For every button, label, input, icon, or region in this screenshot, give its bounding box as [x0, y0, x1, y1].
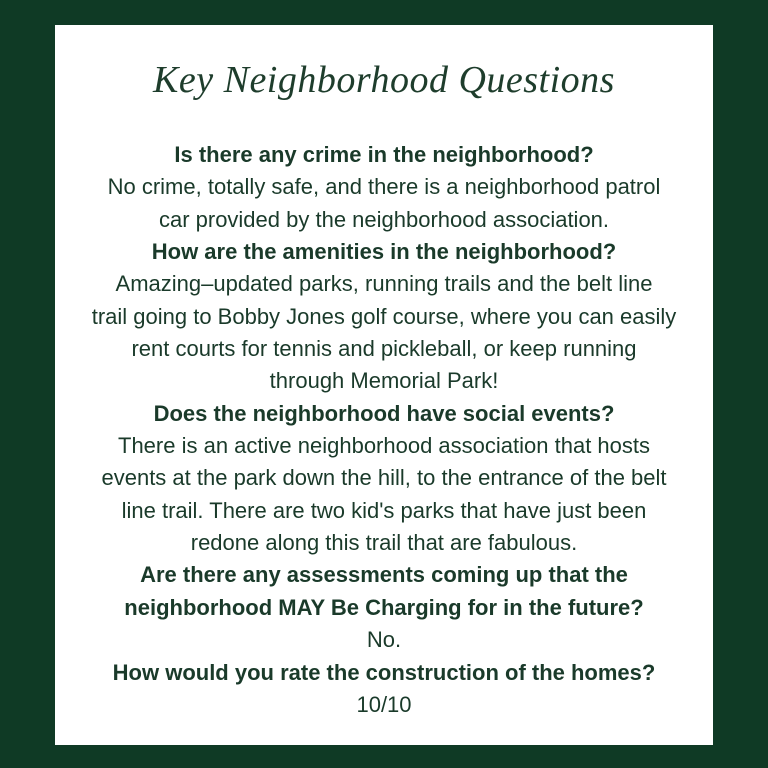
- answer-line: line trail. There are two kid's parks that have just been: [121, 497, 647, 523]
- answer-line: events at the park down the hill, to the entrance of the belt: [101, 465, 667, 491]
- question-line: How would you rate the construction of the homes?: [112, 659, 656, 685]
- answer-line: redone along this trail that are fabulous.: [190, 530, 578, 556]
- question-line: Are there any assessments coming up that the: [140, 562, 628, 588]
- question-line: Does the neighborhood have social events?: [153, 400, 615, 426]
- answer-line: Amazing–updated parks, running trails and the belt line: [115, 271, 653, 297]
- answer-line: No crime, totally safe, and there is a neighborhood patrol: [107, 174, 661, 200]
- answer-line: No.: [366, 627, 402, 653]
- question-line: neighborhood MAY Be Charging for in the future?: [124, 594, 644, 620]
- answer-line: There is an active neighborhood association that hosts: [118, 433, 650, 459]
- qa-block-crime: [55, 139, 713, 236]
- question-line: Is there any crime in the neighborhood?: [174, 142, 594, 167]
- question-line: How are the amenities in the neighborhood?: [151, 239, 617, 265]
- qa-block-amenities: [55, 236, 713, 398]
- content-card: [55, 25, 713, 745]
- qa-list: [55, 139, 713, 721]
- qa-block-social-events: [55, 398, 713, 560]
- answer-line: car provided by the neighborhood association.: [158, 206, 610, 232]
- answer-line: trail going to Bobby Jones golf course, where you can easily: [91, 303, 677, 329]
- answer-line: through Memorial Park!: [269, 368, 499, 394]
- qa-block-construction: [55, 657, 713, 722]
- qa-block-assessments: [55, 559, 713, 656]
- page-title: Key Neighborhood Questions: [153, 59, 615, 101]
- answer-line: rent courts for tennis and pickleball, or keep running: [131, 336, 637, 362]
- answer-line: 10/10: [356, 691, 412, 717]
